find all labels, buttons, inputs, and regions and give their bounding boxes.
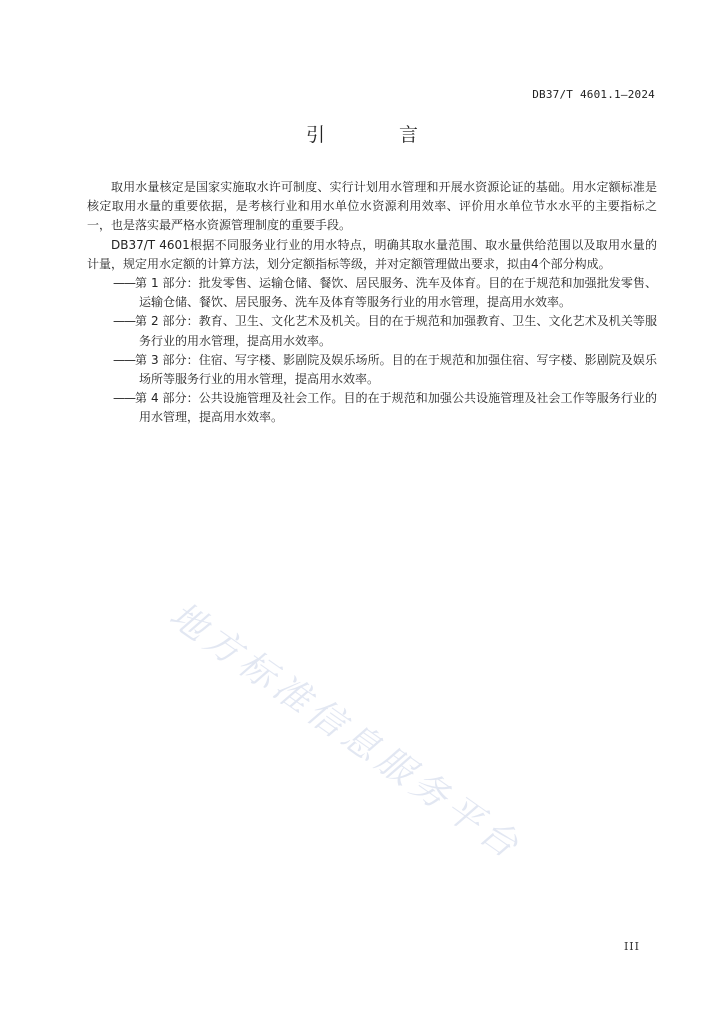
intro-paragraph-1: 取用水量核定是国家实施取水许可制度、实行计划用水管理和开展水资源论证的基础。用水定额标准是核定取用水量的重要依据，是考核行业和用水单位水资源利用效率、评价用水单位节水水平的主要指标之一，也是落实最严格水资源管理制度的重要手段。 xyxy=(87,180,657,233)
part-text: 第 4 部分：公共设施管理及社会工作。目的在于规范和加强公共设施管理及社会工作等服务行业的用水管理，提高用水效率。 xyxy=(135,391,657,425)
part-text: 第 1 部分：批发零售、运输仓储、餐饮、居民服务、洗车及体育。目的在于规范和加强批发零售、运输仓储、餐饮、居民服务、洗车及体育等服务行业的用水管理，提高用水效率。 xyxy=(135,276,657,310)
list-dash: —— xyxy=(113,391,135,406)
part-text: 第 2 部分：教育、卫生、文化艺术及机关。目的在于规范和加强教育、卫生、文化艺术及机关等服务行业的用水管理，提高用水效率。 xyxy=(135,314,657,348)
part-list-item-1 xyxy=(87,274,657,312)
part-text: 第 3 部分：住宿、写字楼、影剧院及娱乐场所。目的在于规范和加强住宿、写字楼、影剧院及娱乐场所等服务行业的用水管理，提高用水效率。 xyxy=(135,352,657,387)
watermark: 地方标准信息服务平台 xyxy=(161,594,530,870)
list-dash: —— xyxy=(113,276,135,291)
part-list-item-2 xyxy=(87,312,657,350)
part-list-item-3 xyxy=(87,351,657,389)
standard-code: DB37/T 4601.1—2024 xyxy=(532,88,655,101)
list-dash: —— xyxy=(113,314,135,329)
list-dash: —— xyxy=(113,352,135,367)
body-text xyxy=(87,178,657,428)
page-title: 引 言 xyxy=(305,124,453,146)
intro-paragraph-2: DB37/T 4601根据不同服务业行业的用水特点，明确其取水量范围、取水量供给范围以及取用水量的计量，规定用水定额的计算方法，划分定额指标等级，并对定额管理做出要求，拟由4个部分构成。 xyxy=(87,237,657,271)
page-number: III xyxy=(623,940,640,953)
part-list-item-4 xyxy=(87,389,657,427)
